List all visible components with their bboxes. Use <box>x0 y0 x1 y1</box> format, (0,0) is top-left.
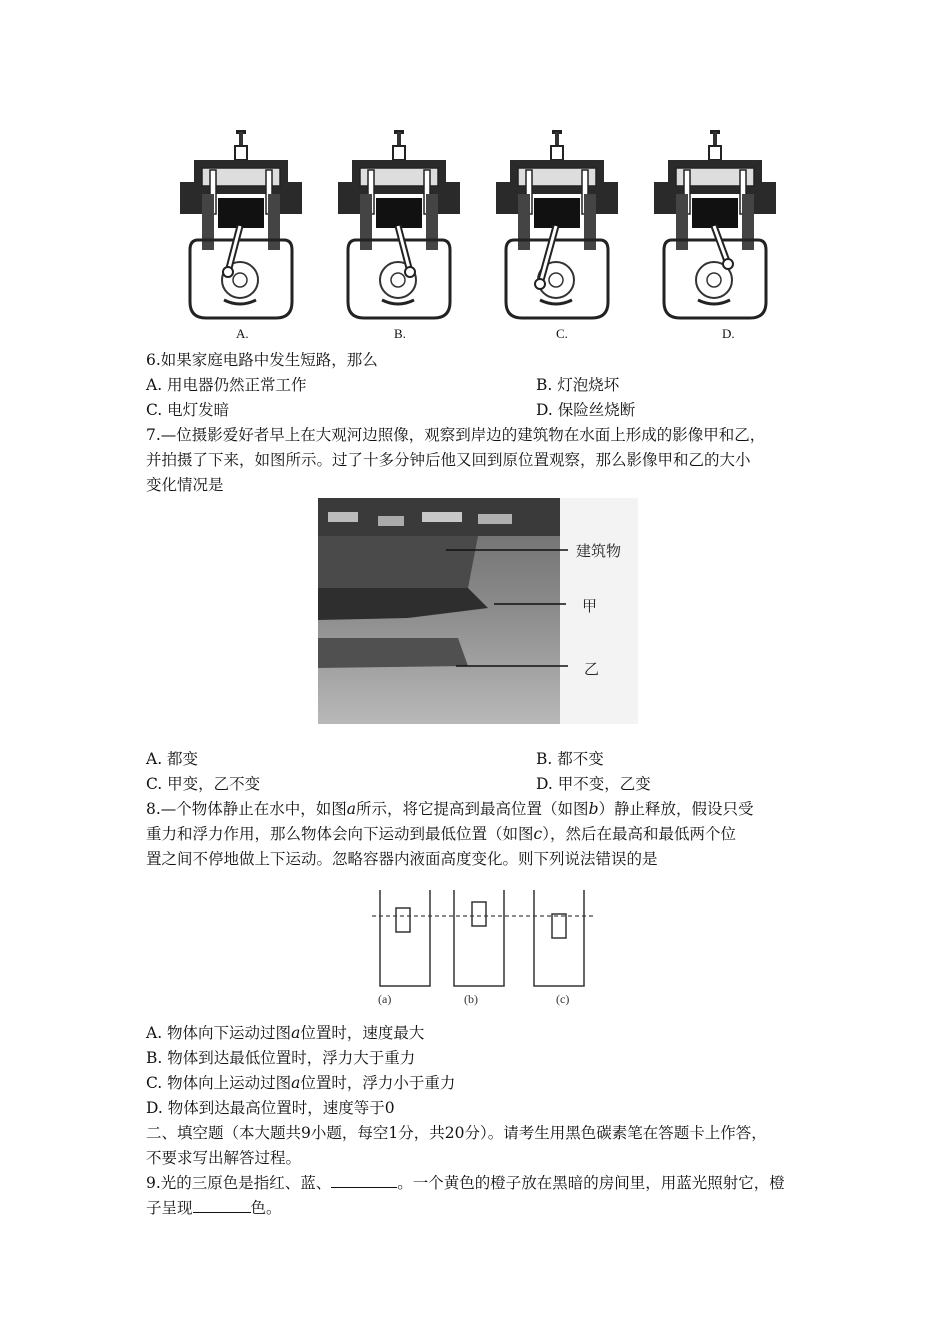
q9-line2-a: 子呈现 <box>146 1199 193 1217</box>
q7-option-b: B. 都不变 <box>536 750 604 768</box>
q8-optA-1: A. 物体向下运动过图 <box>146 1024 292 1042</box>
q9-line1 <box>146 1173 785 1193</box>
q8-optC-1: C. 物体向上运动过图 <box>146 1074 292 1092</box>
q6-option-b: B. 灯泡烧坏 <box>536 376 620 394</box>
q8-option-a <box>146 1023 424 1043</box>
q8-stem-1a: 8.—个物体静止在水中，如图 <box>146 800 347 818</box>
engine-b <box>338 130 460 318</box>
q8-optC-2: 位置时，浮力小于重力 <box>300 1074 456 1092</box>
q8-stem-2a: 重力和浮力作用，那么物体会向下运动到最低位置（如图 <box>146 825 534 843</box>
q8-option-c <box>146 1073 455 1093</box>
q9-blank-1 <box>331 1173 397 1188</box>
engine-a <box>180 130 302 318</box>
q8-optA-var: a <box>291 1024 301 1042</box>
q8-optA-2: 位置时，速度最大 <box>300 1024 425 1042</box>
engine-label-a: A. <box>236 326 249 341</box>
q8-stem-1b: 所示，将它提高到最高位置（如图 <box>356 800 589 818</box>
q8-var-a: a <box>346 800 357 818</box>
q9-line1-a: 9.光的三原色是指红、蓝、 <box>146 1174 332 1192</box>
q8-stem-line3: 置之间不停地做上下运动。忽略容器内液面高度变化。则下列说法错误的是 <box>146 850 658 868</box>
q7-option-c: C. 甲变，乙不变 <box>146 775 261 793</box>
q7-stem-line1: 7.—位摄影爱好者早上在大观河边照像，观察到岸边的建筑物在水面上形成的影像甲和乙， <box>146 426 766 444</box>
q6-option-d: D. 保险丝烧断 <box>536 401 636 419</box>
q7-stem-line3: 变化情况是 <box>146 476 224 494</box>
q9-line1-b: 。一个黄色的橙子放在黑暗的房间里，用蓝光照射它，橙 <box>397 1174 785 1192</box>
q8-option-b: B. 物体到达最低位置时，浮力大于重力 <box>146 1049 416 1067</box>
q8-stem-line1 <box>146 799 754 819</box>
engine-strokes-figure <box>170 122 790 342</box>
engine-label-b: B. <box>394 326 406 341</box>
q8-option-d: D. 物体到达最高位置时，速度等于0 <box>146 1099 395 1117</box>
engine-d <box>654 130 776 318</box>
q8-containers <box>366 884 602 994</box>
q6-stem: 6.如果家庭电路中发生短路，那么 <box>146 351 378 369</box>
q7-option-d: D. 甲不变，乙变 <box>536 775 651 793</box>
q8-var-c: c <box>533 825 543 843</box>
q8-container-label-c: (c) <box>556 992 570 1006</box>
q8-stem-2b: ），然后在最高和最低两个位 <box>542 825 736 843</box>
section2-heading-line1: 二、填空题（本大题共9小题，每空1分，共20分）。请考生用黑色碳素笔在答题卡上作答， <box>146 1124 767 1142</box>
q9-line2-b: 色。 <box>250 1199 282 1217</box>
q7-option-a: A. 都变 <box>146 750 199 768</box>
engine-diagrams <box>170 122 790 342</box>
q8-stem-1c: ）静止释放，假设只受 <box>598 800 754 818</box>
q8-stem-line2 <box>146 824 736 844</box>
q9-line2 <box>146 1198 282 1218</box>
engine-c <box>496 130 618 318</box>
q7-label-building: 建筑物 <box>576 542 622 560</box>
q8-container-label-a: (a) <box>378 992 392 1006</box>
q8-container-label-b: (b) <box>464 992 478 1006</box>
q8-var-b: b <box>588 800 599 818</box>
section2-heading-line2: 不要求写出解答过程。 <box>146 1149 302 1167</box>
q7-stem-line2: 并拍摄了下来，如图所示。过了十多分钟后他又回到原位置观察，那么影像甲和乙的大小 <box>146 451 751 469</box>
q7-label-yi: 乙 <box>584 660 600 678</box>
engine-label-c: C. <box>556 326 568 341</box>
q8-optC-var: a <box>291 1074 301 1092</box>
q6-option-a: A. 用电器仍然正常工作 <box>146 376 307 394</box>
q7-label-jia: 甲 <box>582 597 598 615</box>
q6-option-c: C. 电灯发暗 <box>146 401 230 419</box>
q8-containers-figure <box>366 884 602 994</box>
engine-label-d: D. <box>722 326 735 341</box>
q9-blank-2 <box>193 1198 251 1213</box>
